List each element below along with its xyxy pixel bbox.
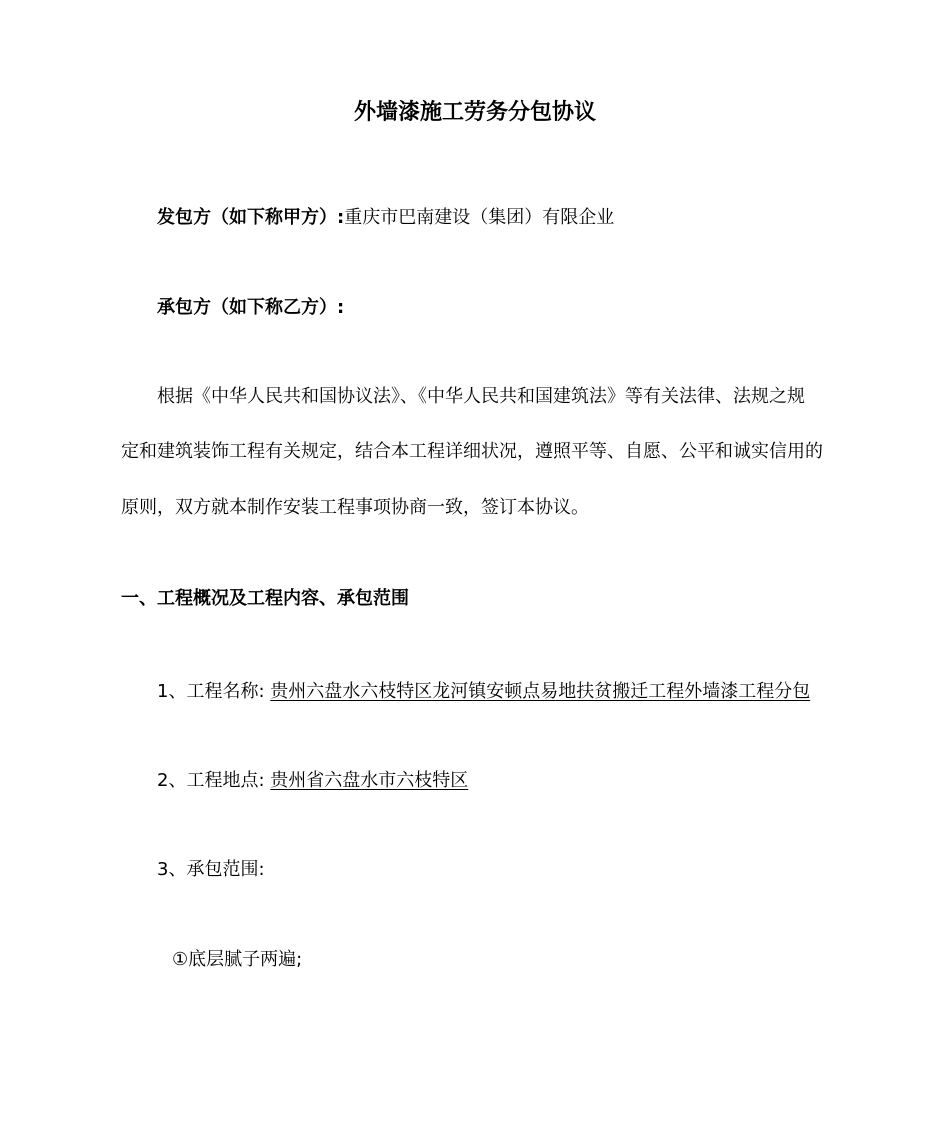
scope-item-1: ①底层腻子两遍; bbox=[172, 949, 303, 970]
preamble-line-2: 定和建筑装饰工程有关规定，结合本工程详细状况，遵照平等、自愿、公平和诚实信用的 bbox=[121, 441, 823, 462]
party-a-label: 发包方（如下称甲方）: bbox=[157, 207, 345, 228]
item-1-line bbox=[157, 680, 810, 704]
preamble-line-1: 根据《中华人民共和国协议法》、《中华人民共和国建筑法》等有关法律、法规之规 bbox=[157, 386, 805, 407]
party-a-value: 重庆市巴南建设（集团）有限企业 bbox=[344, 207, 615, 228]
item-1-value: 贵州六盘水六枝特区龙河镇安顿点易地扶贫搬迁工程外墙漆工程分包 bbox=[270, 681, 811, 702]
document-title: 外墙漆施工劳务分包协议 bbox=[353, 100, 596, 125]
party-a-line bbox=[157, 206, 614, 230]
item-2-line bbox=[157, 769, 468, 793]
item-2-label: 2、工程地点: bbox=[157, 770, 271, 791]
item-2-value: 贵州省六盘水市六枝特区 bbox=[270, 770, 469, 791]
party-b-label: 承包方（如下称乙方）: bbox=[157, 297, 345, 318]
preamble-line-3: 原则，双方就本制作安装工程事项协商一致，签订本协议。 bbox=[121, 497, 589, 518]
item-1-label: 1、工程名称: bbox=[157, 681, 271, 702]
item-3-label: 3、承包范围: bbox=[157, 859, 265, 880]
section-1-heading: 一、工程概况及工程内容、承包范围 bbox=[121, 588, 409, 609]
